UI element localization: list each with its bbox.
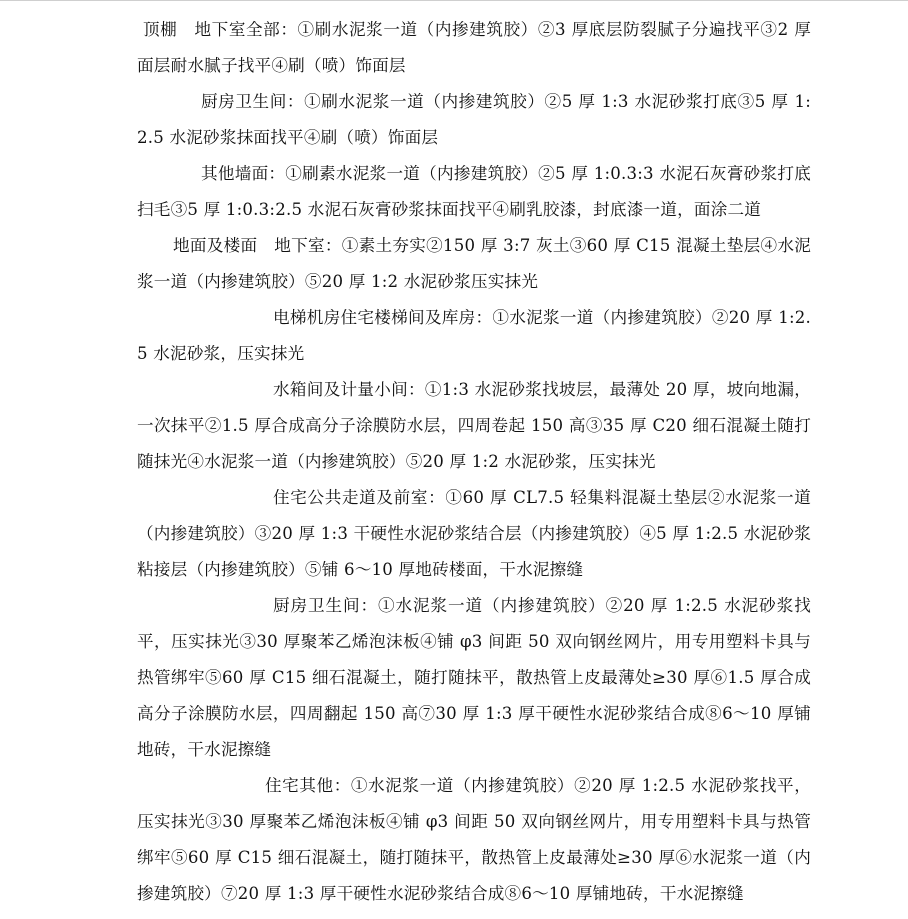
document-page (137, 12, 811, 912)
ceiling-basement-paragraph: 顶棚 地下室全部：①刷水泥浆一道（内掺建筑胶）②3 厚底层防裂腻子分遍找平③2 厚面层耐水腻子找平④刷（喷）饰面层 (137, 20, 811, 75)
floor-basement-paragraph: 地面及楼面 地下室：①素土夯实②150 厚 3:7 灰土③60 厚 C15 混凝土垫层④水泥浆一道（内掺建筑胶）⑤20 厚 1:2 水泥砂浆压实抹光 (137, 236, 811, 291)
floor-water-tank-paragraph: 水箱间及计量小间：①1:3 水泥砂浆找坡层，最薄处 20 厚，坡向地漏，一次抹平②1.5 厚合成高分子涂膜防水层，四周卷起 150 高③35 厚 C20 细石混凝土随打随抹光④水泥浆一道（内掺建筑胶）⑤20 厚 1:2 水泥砂浆，压实抹光 (137, 380, 811, 471)
floor-residence-other-paragraph: 住宅其他：①水泥浆一道（内掺建筑胶）②20 厚 1:2.5 水泥砂浆找平，压实抹光③30 厚聚苯乙烯泡沫板④铺 φ3 间距 50 双向钢丝网片，用专用塑料卡具与热管绑牢⑤60 厚 C15 细石混凝土，随打随抹平，散热管上皮最薄处≥30 厚⑥水泥浆一道（内掺建筑胶）⑦20 厚 1:3 厚干硬性水泥砂浆结合成⑧6～10 厚铺地砖，干水泥擦缝 (137, 776, 811, 903)
wall-other-paragraph: 其他墙面：①刷素水泥浆一道（内掺建筑胶）②5 厚 1:0.3:3 水泥石灰膏砂浆打底扫毛③5 厚 1:0.3:2.5 水泥石灰膏砂浆抹面找平④刷乳胶漆，封底漆一道，面涂二道 (137, 164, 811, 219)
floor-elevator-stair-paragraph: 电梯机房住宅楼梯间及库房：①水泥浆一道（内掺建筑胶）②20 厚 1:2.5 水泥砂浆，压实抹光 (137, 308, 811, 363)
floor-corridor-paragraph: 住宅公共走道及前室：①60 厚 CL7.5 轻集料混凝土垫层②水泥浆一道（内掺建筑胶）③20 厚 1:3 干硬性水泥砂浆结合层（内掺建筑胶）④5 厚 1:2.5 水泥砂浆粘接层（内掺建筑胶）⑤铺 6～10 厚地砖楼面，干水泥擦缝 (137, 488, 811, 579)
floor-kitchen-bathroom-paragraph: 厨房卫生间：①水泥浆一道（内掺建筑胶）②20 厚 1:2.5 水泥砂浆找平，压实抹光③30 厚聚苯乙烯泡沫板④铺 φ3 间距 50 双向钢丝网片，用专用塑料卡具与热管绑牢⑤60 厚 C15 细石混凝土，随打随抹平，散热管上皮最薄处≥30 厚⑥1.5 厚合成高分子涂膜防水层，四周翻起 150 高⑦30 厚 1:3 厚干硬性水泥砂浆结合成⑧6～10 厚铺地砖，干水泥擦缝 (137, 596, 811, 759)
ceiling-kitchen-bathroom-paragraph: 厨房卫生间：①刷水泥浆一道（内掺建筑胶）②5 厚 1:3 水泥砂浆打底③5 厚 1:2.5 水泥砂浆抹面找平④刷（喷）饰面层 (137, 92, 811, 147)
top-border (0, 0, 908, 1)
